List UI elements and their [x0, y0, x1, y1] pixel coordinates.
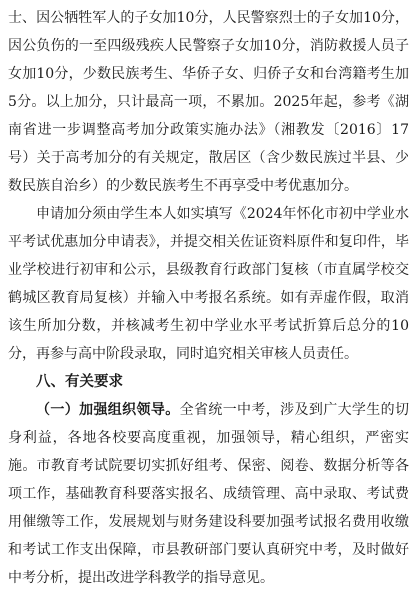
paragraph-organization-leadership [8, 396, 409, 592]
section-heading-requirements: 八、有关要求 [36, 374, 123, 390]
paragraph-application-procedure: 申请加分须由学生本人如实填写《2024年怀化市初中学业水平考试优惠加分申请表》，并提交相关佐证资料原件和复印件，毕业学校进行初审和公示，县级教育行政部门复核（市直属学校交鹤城区教育局复核）并输入中考报名系统。如有弄虚作假，取消该生所加分数，并核减考生初中学业水平考试折算后总分的10分，再参与高中阶段录取，同时追究相关审核人员责任。 [8, 206, 409, 362]
document-page [8, 4, 409, 592]
paragraph-bonus-points: 士、因公牺牲军人的子女加10分，人民警察烈士的子女加10分，因公负伤的一至四级残疾人民警察子女加10分，消防救援人员子女加10分，少数民族考生、华侨子女、归侨子女和台湾籍考生加5分。以上加分，只计最高一项，不累加。2025年起，参考《湖南省进一步调整高考加分政策实施办法》（湘教发〔2016〕17号）关于高考加分的有关规定，散居区（含少数民族过半县、少数民族自治乡）的少数民族考生不再享受中考优惠加分。 [8, 10, 409, 194]
subsection-body: 全省统一中考，涉及到广大学生的切身利益，各地各校要高度重视，加强领导，精心组织，严密实施。市教育考试院要切实抓好组考、保密、阅卷、数据分析等各项工作，基础教育科要落实报名、成绩管理、高中录取、考试费用催缴等工作，发展规划与财务建设科要加强考试报名费用收缴和考试工作支出保障，市县教研部门要认真研究中考，及时做好中考分析，提出改进学科教学的指导意见。 [8, 402, 410, 586]
subsection-lead: （一）加强组织领导。 [36, 402, 180, 418]
